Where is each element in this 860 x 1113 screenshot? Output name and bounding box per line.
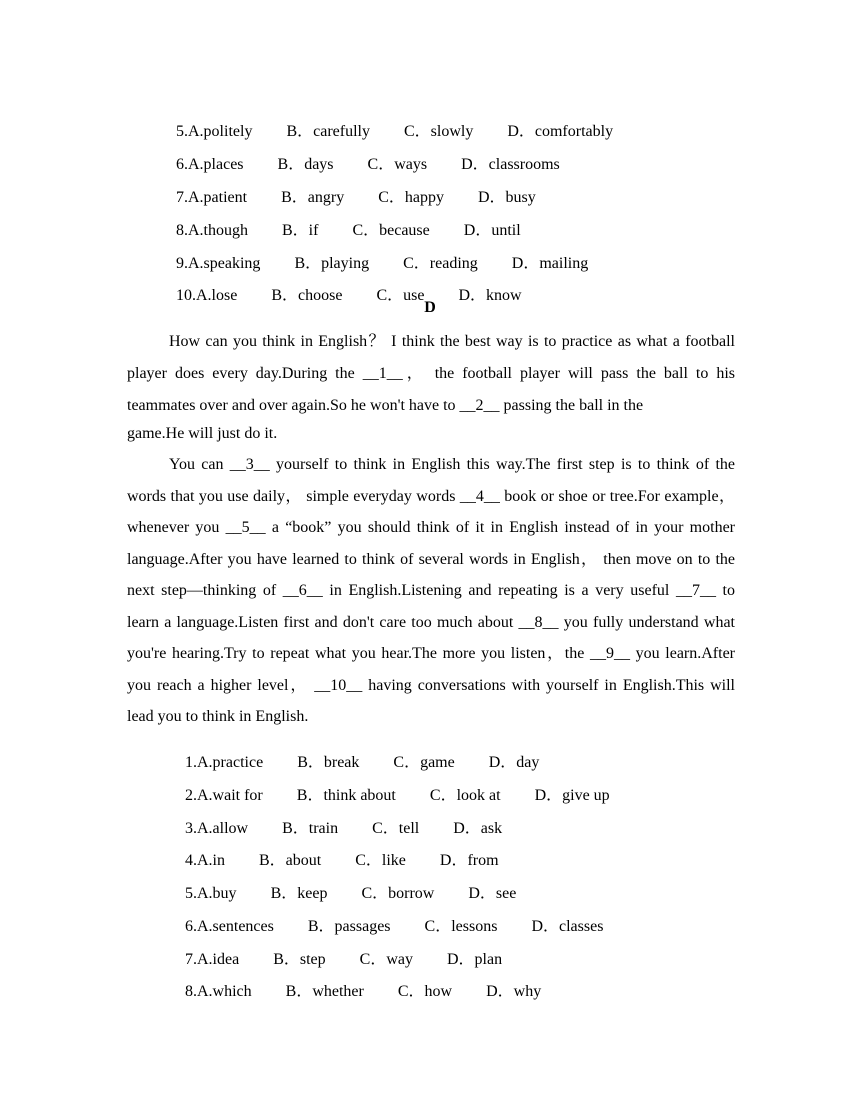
option-d: D．mailing (511, 255, 589, 272)
option-b: B．train (282, 820, 339, 837)
question-number: 6. (176, 156, 188, 173)
question-8-options-d (169, 962, 541, 1022)
question-number: 1. (185, 754, 197, 771)
option-c: C．like (355, 852, 406, 869)
option-a: A.though (188, 222, 248, 239)
question-number: 8. (176, 222, 188, 239)
option-d: D．day (488, 754, 540, 771)
option-b: B．think about (296, 787, 396, 804)
option-c: C．way (359, 951, 413, 968)
paragraph-text: How can you think in English？ I think the best way is to practice as what a football player does every day.During the __1__， the football player will pass the ball to his teammates over and over again.So he won't have to __2__ passing the ball in the (127, 333, 735, 414)
option-d: D．comfortably (507, 123, 614, 140)
question-number: 5. (176, 123, 188, 140)
option-d: D．until (463, 222, 521, 239)
question-number: 8. (185, 983, 197, 1000)
option-d: D．know (458, 287, 522, 304)
option-c: C．happy (378, 189, 444, 206)
option-c: C．because (352, 222, 430, 239)
option-a: A.wait for (197, 787, 263, 804)
option-a: A.speaking (188, 255, 261, 272)
question-number: 7. (176, 189, 188, 206)
question-number: 2. (185, 787, 197, 804)
option-b: B．keep (270, 885, 328, 902)
option-c: C．game (393, 754, 455, 771)
option-b: B．playing (294, 255, 370, 272)
option-b: B．whether (285, 983, 364, 1000)
option-d: D．see (468, 885, 517, 902)
option-c: C．look at (429, 787, 501, 804)
passage-paragraph-2 (127, 449, 735, 733)
question-number: 4. (185, 852, 197, 869)
question-number: 3. (185, 820, 197, 837)
question-number: 5. (185, 885, 197, 902)
option-a: A.which (197, 983, 252, 1000)
option-a: A.patient (188, 189, 248, 206)
paragraph-text: You can __3__ yourself to think in English this way.The first step is to think of the words that you use daily， simple everyday words __4__ book or shoe or tree.For example， whenever you __5__ a “book” you should think of it in English instead of in your mother language.After you have learned to think of several words in English， then move on to the next step—thinking of __6__ in English.Listening and repeating is a very useful __7__ to learn a language.Listen first and don't care too much about __8__ you fully understand what you're hearing.Try to repeat what you hear.The more you listen，the __9__ you learn.After you reach a higher level， __10__ having conversations with yourself in English.This will lead you to think in English. (127, 456, 735, 725)
option-d: D．plan (447, 951, 503, 968)
option-a: A.sentences (197, 918, 274, 935)
question-number: 9. (176, 255, 188, 272)
option-c: C．ways (367, 156, 428, 173)
option-b: B．if (282, 222, 319, 239)
option-b: B．angry (281, 189, 345, 206)
question-number: 7. (185, 951, 197, 968)
option-c: C．reading (403, 255, 478, 272)
option-d: D．give up (534, 787, 610, 804)
option-b: B．step (273, 951, 326, 968)
option-d: D．classrooms (461, 156, 560, 173)
option-d: D．classes (531, 918, 604, 935)
option-b: B．choose (271, 287, 343, 304)
option-a: A.allow (197, 820, 249, 837)
option-b: B．about (259, 852, 322, 869)
option-b: B．days (277, 156, 334, 173)
paragraph-text-end: game.He will just do it. (127, 425, 278, 442)
option-a: A.idea (197, 951, 240, 968)
option-c: C．how (397, 983, 453, 1000)
question-number: 6. (185, 918, 197, 935)
option-c: C．use (376, 287, 425, 304)
question-number: 10. (176, 287, 196, 304)
option-b: B．break (297, 754, 360, 771)
option-b: B．passages (307, 918, 391, 935)
option-a: A.lose (196, 287, 238, 304)
option-a: A.practice (197, 754, 264, 771)
option-a: A.places (188, 156, 244, 173)
option-a: A.politely (188, 123, 253, 140)
option-a: A.in (197, 852, 225, 869)
option-d: D．ask (453, 820, 503, 837)
option-c: C．lessons (424, 918, 498, 935)
option-d: D．why (486, 983, 542, 1000)
option-c: C．tell (372, 820, 420, 837)
option-d: D．busy (477, 189, 536, 206)
section-heading: D (424, 299, 436, 316)
option-a: A.buy (197, 885, 237, 902)
option-d: D．from (439, 852, 499, 869)
option-c: C．borrow (361, 885, 435, 902)
option-c: C．slowly (403, 123, 474, 140)
option-b: B．carefully (286, 123, 370, 140)
passage-paragraph-1 (127, 326, 735, 446)
